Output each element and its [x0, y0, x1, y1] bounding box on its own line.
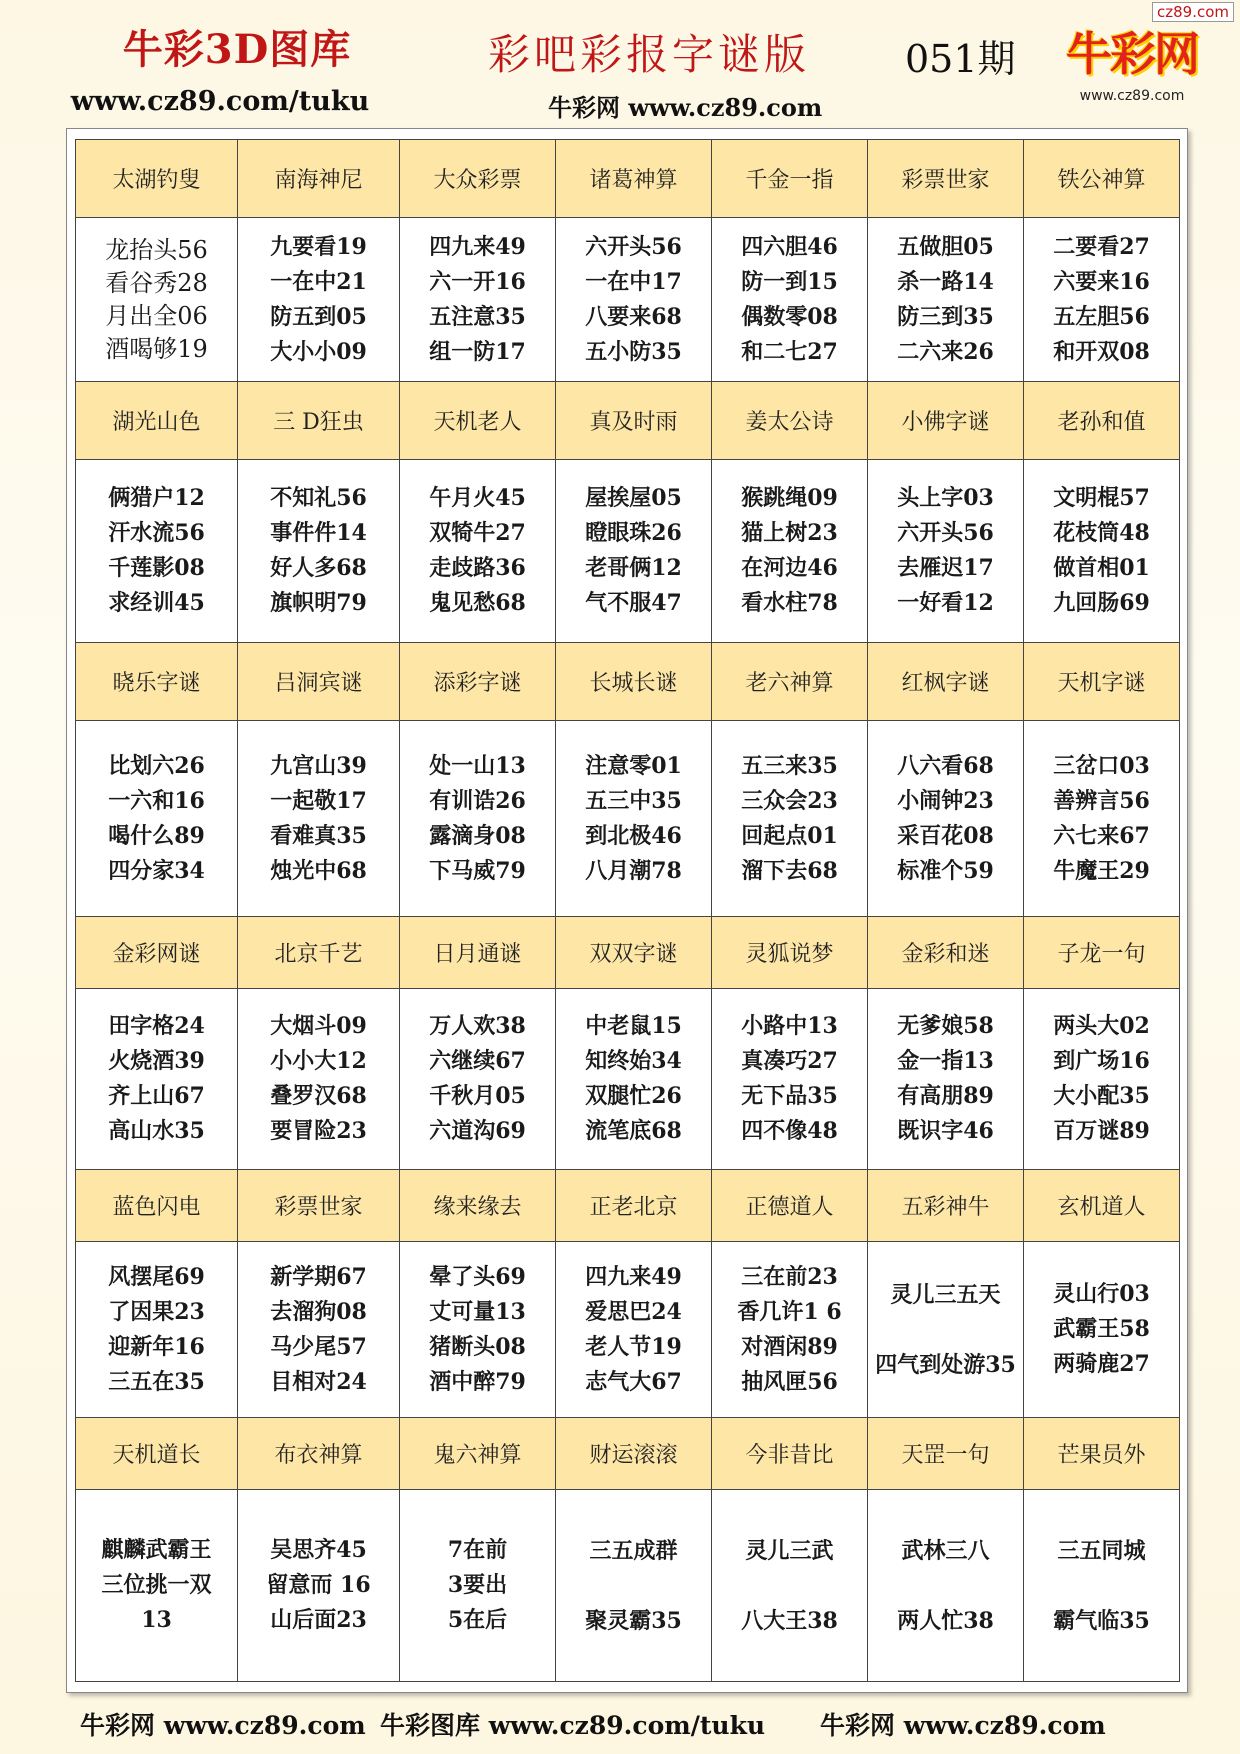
riddle-line: 注意零01	[585, 752, 682, 779]
riddle-cell	[238, 989, 400, 1170]
riddle-line: 四气到处游35	[875, 1351, 1016, 1378]
brand-logo	[1058, 18, 1206, 116]
riddle-line: 丈可量13	[429, 1298, 526, 1325]
riddle-cell	[712, 218, 868, 382]
riddle-line: 比划六26	[108, 752, 205, 779]
predictor-name: 日月通谜	[400, 917, 556, 989]
riddle-line: 防一到15	[741, 268, 838, 295]
site-url: 牛彩网 www.cz89.com	[548, 93, 823, 122]
riddle-line: 四九来49	[585, 1263, 682, 1290]
riddle-cell	[76, 721, 238, 917]
riddle-cell	[712, 989, 868, 1170]
riddle-line: 了因果23	[108, 1298, 205, 1325]
riddle-line: 鬼见愁68	[429, 590, 526, 616]
predictor-name: 老六神算	[712, 643, 868, 721]
riddle-line: 对酒闲89	[741, 1333, 838, 1360]
riddle-cell	[556, 721, 712, 917]
riddle-line: 三五同城	[1057, 1537, 1146, 1564]
riddle-line: 目相对24	[270, 1368, 367, 1395]
riddle-line: 五注意35	[429, 303, 526, 330]
riddle-line: 六七来67	[1053, 822, 1150, 849]
riddle-line: 留意而 16	[266, 1572, 371, 1598]
riddle-line: 文明棍57	[1053, 485, 1150, 511]
riddle-line: 金一指13	[897, 1048, 994, 1074]
riddle-line: 花枝筒48	[1053, 520, 1150, 546]
header-row	[76, 643, 1180, 721]
riddle-line: 四六胆46	[741, 233, 838, 260]
riddle-line: 千秋月05	[429, 1083, 526, 1109]
riddle-line: 求经训45	[108, 590, 205, 616]
riddle-line: 气不服47	[585, 590, 682, 616]
predictor-name: 三 D狂虫	[238, 382, 400, 460]
riddle-sheet	[66, 128, 1188, 1693]
footer	[0, 1706, 1240, 1746]
riddle-line: 三五在35	[108, 1368, 205, 1395]
riddle-line: 两骑鹿27	[1053, 1351, 1150, 1377]
riddle-line: 知终始34	[585, 1048, 682, 1074]
riddle-line: 到北极46	[585, 822, 682, 849]
riddle-line: 真凑巧27	[741, 1048, 838, 1074]
riddle-line: 不知礼56	[270, 485, 367, 511]
riddle-line: 回起点01	[741, 822, 838, 849]
riddle-line: 两头大02	[1053, 1013, 1150, 1039]
riddle-cell	[868, 989, 1024, 1170]
predictor-name: 长城长谜	[556, 643, 712, 721]
riddle-line: 双犄牛27	[429, 520, 526, 546]
riddle-cell	[1024, 218, 1180, 382]
header-row	[76, 140, 1180, 218]
riddle-cell	[400, 1490, 556, 1682]
riddle-cell	[76, 989, 238, 1170]
riddle-line: 四分家34	[108, 857, 205, 884]
riddle-line: 五左胆56	[1053, 303, 1150, 330]
riddle-line: 六开头56	[897, 520, 994, 546]
riddle-cell	[712, 721, 868, 917]
riddle-cell	[400, 989, 556, 1170]
riddle-line: 小路中13	[741, 1013, 838, 1039]
riddle-line: 武霸王58	[1053, 1316, 1150, 1342]
riddle-line: 六道沟69	[429, 1118, 526, 1144]
riddle-line: 猫上树23	[741, 520, 838, 546]
riddle-line: 猪断头08	[429, 1333, 526, 1360]
riddle-line: 既识字46	[897, 1118, 994, 1144]
riddle-line: 大烟斗09	[270, 1013, 367, 1039]
predictor-name: 老孙和值	[1024, 382, 1180, 460]
predictor-name: 北京千艺	[238, 917, 400, 989]
riddle-line: 小闹钟23	[897, 787, 994, 814]
riddle-line: 13	[141, 1607, 172, 1633]
riddle-line: 酒喝够19	[105, 334, 208, 363]
riddle-row	[76, 460, 1180, 643]
predictor-name: 正德道人	[712, 1170, 868, 1242]
riddle-line: 八大王38	[741, 1607, 838, 1634]
riddle-line: 7在前	[447, 1537, 508, 1563]
header-row	[76, 1170, 1180, 1242]
predictor-name: 缘来缘去	[400, 1170, 556, 1242]
predictor-name: 湖光山色	[76, 382, 238, 460]
riddle-line: 看谷秀28	[105, 268, 208, 297]
predictor-name: 铁公神算	[1024, 140, 1180, 218]
riddle-line: 有高朋89	[897, 1083, 994, 1109]
riddle-line: 三在前23	[741, 1263, 838, 1290]
riddle-cell	[400, 460, 556, 643]
riddle-line: 采百花08	[897, 822, 994, 849]
riddle-line: 六要来16	[1053, 268, 1150, 295]
riddle-line: 武林三八	[901, 1537, 990, 1564]
riddle-line: 事件件14	[270, 520, 367, 546]
riddle-cell	[1024, 989, 1180, 1170]
riddle-line: 八月潮78	[585, 857, 682, 884]
riddle-cell	[868, 1242, 1024, 1418]
footer-link-site-2: 牛彩网 www.cz89.com	[820, 1711, 1106, 1740]
riddle-line: 5在后	[447, 1607, 508, 1633]
riddle-line: 老人节19	[585, 1333, 682, 1360]
riddle-line: 善辨言56	[1053, 787, 1150, 814]
riddle-line: 五小防35	[585, 338, 682, 365]
riddle-row	[76, 218, 1180, 382]
riddle-line: 爱思巴24	[585, 1298, 682, 1325]
riddle-cell	[400, 721, 556, 917]
riddle-line: 处一山13	[429, 752, 526, 779]
riddle-line: 俩猎户12	[108, 485, 205, 511]
riddle-line: 酒中醉79	[429, 1368, 526, 1395]
riddle-line: 屋挨屋05	[585, 485, 682, 511]
predictor-name: 灵狐说梦	[712, 917, 868, 989]
riddle-line: 和二七27	[741, 338, 838, 365]
riddle-line: 和开双08	[1053, 338, 1150, 365]
header-row	[76, 917, 1180, 989]
riddle-line: 一在中17	[585, 268, 682, 295]
riddle-line: 九回肠69	[1053, 590, 1150, 616]
riddle-cell	[1024, 1242, 1180, 1418]
riddle-line: 无下品35	[741, 1083, 838, 1109]
riddle-line: 烛光中68	[270, 857, 367, 884]
predictor-name: 鬼六神算	[400, 1418, 556, 1490]
riddle-cell	[712, 1242, 868, 1418]
riddle-line: 头上字03	[897, 485, 994, 511]
riddle-cell	[400, 218, 556, 382]
riddle-cell	[556, 1490, 712, 1682]
riddle-line: 齐上山67	[108, 1083, 205, 1109]
riddle-line: 九宫山39	[270, 752, 367, 779]
riddle-line: 走歧路36	[429, 555, 526, 581]
riddle-line: 百万谜89	[1053, 1118, 1150, 1144]
riddle-cell	[1024, 1490, 1180, 1682]
predictor-name: 五彩神牛	[868, 1170, 1024, 1242]
riddle-line: 喝什么89	[108, 822, 205, 849]
riddle-line: 汗水流56	[108, 520, 205, 546]
logo-text: 牛彩网	[1066, 27, 1198, 81]
library-url: www.cz89.com/tuku	[70, 86, 370, 117]
riddle-cell	[1024, 460, 1180, 643]
predictor-name: 天机字谜	[1024, 643, 1180, 721]
riddle-line: 六开头56	[585, 233, 682, 260]
riddle-cell	[238, 721, 400, 917]
riddle-line: 大小配35	[1053, 1083, 1150, 1109]
predictor-name: 诸葛神算	[556, 140, 712, 218]
riddle-cell	[400, 1242, 556, 1418]
riddle-row	[76, 1242, 1180, 1418]
predictor-name: 布衣神算	[238, 1418, 400, 1490]
riddle-line: 在河边46	[741, 555, 838, 581]
riddle-line: 3要出	[447, 1572, 508, 1598]
predictor-name: 天机老人	[400, 382, 556, 460]
riddle-cell	[556, 460, 712, 643]
riddle-line: 八六看68	[897, 752, 994, 779]
riddle-line: 防五到05	[270, 303, 367, 330]
riddle-line: 瞪眼珠26	[585, 520, 682, 546]
riddle-line: 流笔底68	[585, 1118, 682, 1144]
riddle-line: 四不像48	[741, 1118, 838, 1144]
predictor-name: 小佛字谜	[868, 382, 1024, 460]
riddle-line: 灵山行03	[1053, 1281, 1150, 1307]
riddle-line: 五三中35	[585, 787, 682, 814]
riddle-cell	[238, 460, 400, 643]
predictor-name: 芒果员外	[1024, 1418, 1180, 1490]
riddle-line: 龙抬头56	[105, 235, 208, 264]
riddle-line: 八要来68	[585, 303, 682, 330]
riddle-line: 露滴身08	[429, 822, 526, 849]
riddle-line: 一在中21	[270, 268, 367, 295]
riddle-line: 月出全06	[105, 301, 208, 330]
riddle-line: 霸气临35	[1053, 1607, 1150, 1634]
riddle-line: 灵儿三五天	[890, 1281, 1001, 1308]
riddle-row	[76, 989, 1180, 1170]
riddle-cell	[712, 460, 868, 643]
riddle-cell	[76, 218, 238, 382]
riddle-line: 四九来49	[429, 233, 526, 260]
riddle-cell	[868, 1490, 1024, 1682]
riddle-line: 六继续67	[429, 1048, 526, 1074]
riddle-line: 做首相01	[1053, 555, 1150, 581]
riddle-line: 五三来35	[741, 752, 838, 779]
predictor-name: 添彩字谜	[400, 643, 556, 721]
riddle-line: 二要看27	[1053, 233, 1150, 260]
riddle-line: 两人忙38	[897, 1607, 994, 1634]
riddle-line: 麒麟武霸王	[101, 1537, 212, 1563]
page-title: 彩吧彩报字谜版	[488, 30, 811, 79]
riddle-line: 大小小09	[270, 338, 367, 365]
predictor-name: 双双字谜	[556, 917, 712, 989]
riddle-cell	[868, 721, 1024, 917]
riddle-line: 无爹娘58	[897, 1013, 994, 1039]
riddle-line: 千莲影08	[108, 555, 205, 581]
riddle-line: 溜下去68	[741, 857, 838, 884]
riddle-cell	[1024, 721, 1180, 917]
riddle-line: 午月火45	[429, 485, 526, 511]
riddle-line: 杀一路14	[897, 268, 994, 295]
riddle-line: 猴跳绳09	[741, 485, 838, 511]
predictor-name: 玄机道人	[1024, 1170, 1180, 1242]
riddle-line: 叠罗汉68	[270, 1083, 367, 1109]
predictor-name: 晓乐字谜	[76, 643, 238, 721]
predictor-name: 彩票世家	[868, 140, 1024, 218]
riddle-line: 去雁迟17	[897, 555, 994, 581]
riddle-line: 二六来26	[897, 338, 994, 365]
riddle-line: 吴思齐45	[270, 1537, 367, 1563]
riddle-line: 火烧酒39	[108, 1048, 205, 1074]
library-title: 牛彩3D图库	[122, 26, 352, 73]
riddle-line: 看难真35	[270, 822, 367, 849]
predictor-name: 财运滚滚	[556, 1418, 712, 1490]
riddle-cell	[76, 1242, 238, 1418]
riddle-line: 山后面23	[270, 1607, 367, 1633]
riddle-line: 防三到35	[897, 303, 994, 330]
riddle-line: 晕了头69	[429, 1263, 526, 1290]
riddle-line: 偶数零08	[741, 303, 838, 330]
riddle-cell	[238, 1242, 400, 1418]
riddle-line: 三五成群	[589, 1537, 678, 1564]
predictor-name: 吕洞宾谜	[238, 643, 400, 721]
riddle-line: 三位挑一双	[101, 1572, 212, 1598]
predictor-name: 天罡一句	[868, 1418, 1024, 1490]
riddle-line: 看水柱78	[741, 590, 838, 616]
riddle-cell	[238, 1490, 400, 1682]
corner-url: cz89.com	[1152, 2, 1234, 22]
riddle-line: 旗帜明79	[270, 590, 367, 616]
riddle-line: 迎新年16	[108, 1333, 205, 1360]
riddle-cell	[238, 218, 400, 382]
riddle-cell	[556, 218, 712, 382]
predictor-name: 天机道长	[76, 1418, 238, 1490]
riddle-line: 风摆尾69	[108, 1263, 205, 1290]
riddle-line: 高山水35	[108, 1118, 205, 1144]
predictor-name: 大众彩票	[400, 140, 556, 218]
riddle-line: 好人多68	[270, 555, 367, 581]
riddle-row	[76, 721, 1180, 917]
riddle-line: 有训诰26	[429, 787, 526, 814]
footer-link-library: 牛彩图库 www.cz89.com/tuku	[380, 1711, 766, 1740]
riddle-line: 要冒险23	[270, 1118, 367, 1144]
riddle-cell	[868, 460, 1024, 643]
riddle-row	[76, 1490, 1180, 1682]
predictor-name: 红枫字谜	[868, 643, 1024, 721]
riddle-line: 万人欢38	[429, 1013, 526, 1039]
riddle-line: 新学期67	[270, 1263, 367, 1290]
predictor-name: 子龙一句	[1024, 917, 1180, 989]
riddle-line: 灵儿三武	[745, 1537, 834, 1564]
riddle-cell	[556, 989, 712, 1170]
riddle-line: 牛魔王29	[1053, 857, 1150, 884]
predictor-name: 千金一指	[712, 140, 868, 218]
footer-link-site: 牛彩网 www.cz89.com	[80, 1711, 366, 1740]
riddle-line: 马少尾57	[270, 1333, 367, 1360]
riddle-line: 六一开16	[429, 268, 526, 295]
predictor-name: 正老北京	[556, 1170, 712, 1242]
predictor-name: 彩票世家	[238, 1170, 400, 1242]
issue-number: 051期	[905, 37, 1016, 81]
riddle-line: 三众会23	[741, 787, 838, 814]
riddle-line: 双腿忙26	[585, 1083, 682, 1109]
riddle-table	[75, 139, 1180, 1682]
riddle-line: 抽风匣56	[741, 1368, 838, 1395]
header-row	[76, 1418, 1180, 1490]
riddle-line: 一好看12	[897, 590, 994, 616]
riddle-line: 三岔口03	[1053, 752, 1150, 779]
logo-url: www.cz89.com	[1079, 88, 1185, 104]
riddle-line: 一六和16	[108, 787, 205, 814]
predictor-name: 太湖钓叟	[76, 140, 238, 218]
predictor-name: 金彩和迷	[868, 917, 1024, 989]
riddle-line: 老哥俩12	[585, 555, 682, 581]
predictor-name: 真及时雨	[556, 382, 712, 460]
riddle-cell	[76, 460, 238, 643]
riddle-cell	[556, 1242, 712, 1418]
predictor-name: 今非昔比	[712, 1418, 868, 1490]
riddle-line: 田字格24	[108, 1013, 205, 1039]
riddle-line: 下马威79	[429, 857, 526, 884]
header-row	[76, 382, 1180, 460]
predictor-name: 金彩网谜	[76, 917, 238, 989]
riddle-cell	[868, 218, 1024, 382]
riddle-line: 中老鼠15	[585, 1013, 682, 1039]
riddle-cell	[712, 1490, 868, 1682]
riddle-line: 香几许1 6	[737, 1298, 842, 1325]
riddle-line: 志气大67	[585, 1368, 682, 1395]
riddle-line: 九要看19	[270, 233, 367, 260]
riddle-cell	[76, 1490, 238, 1682]
predictor-name: 姜太公诗	[712, 382, 868, 460]
riddle-line: 到广场16	[1053, 1048, 1150, 1074]
riddle-line: 一起敬17	[270, 787, 367, 814]
riddle-line: 标准个59	[897, 857, 994, 884]
riddle-line: 五做胆05	[897, 233, 994, 260]
predictor-name: 蓝色闪电	[76, 1170, 238, 1242]
riddle-line: 组一防17	[429, 338, 526, 365]
riddle-line: 聚灵霸35	[585, 1607, 682, 1634]
predictor-name: 南海神尼	[238, 140, 400, 218]
riddle-line: 小小大12	[270, 1048, 367, 1074]
riddle-line: 去溜狗08	[270, 1298, 367, 1325]
